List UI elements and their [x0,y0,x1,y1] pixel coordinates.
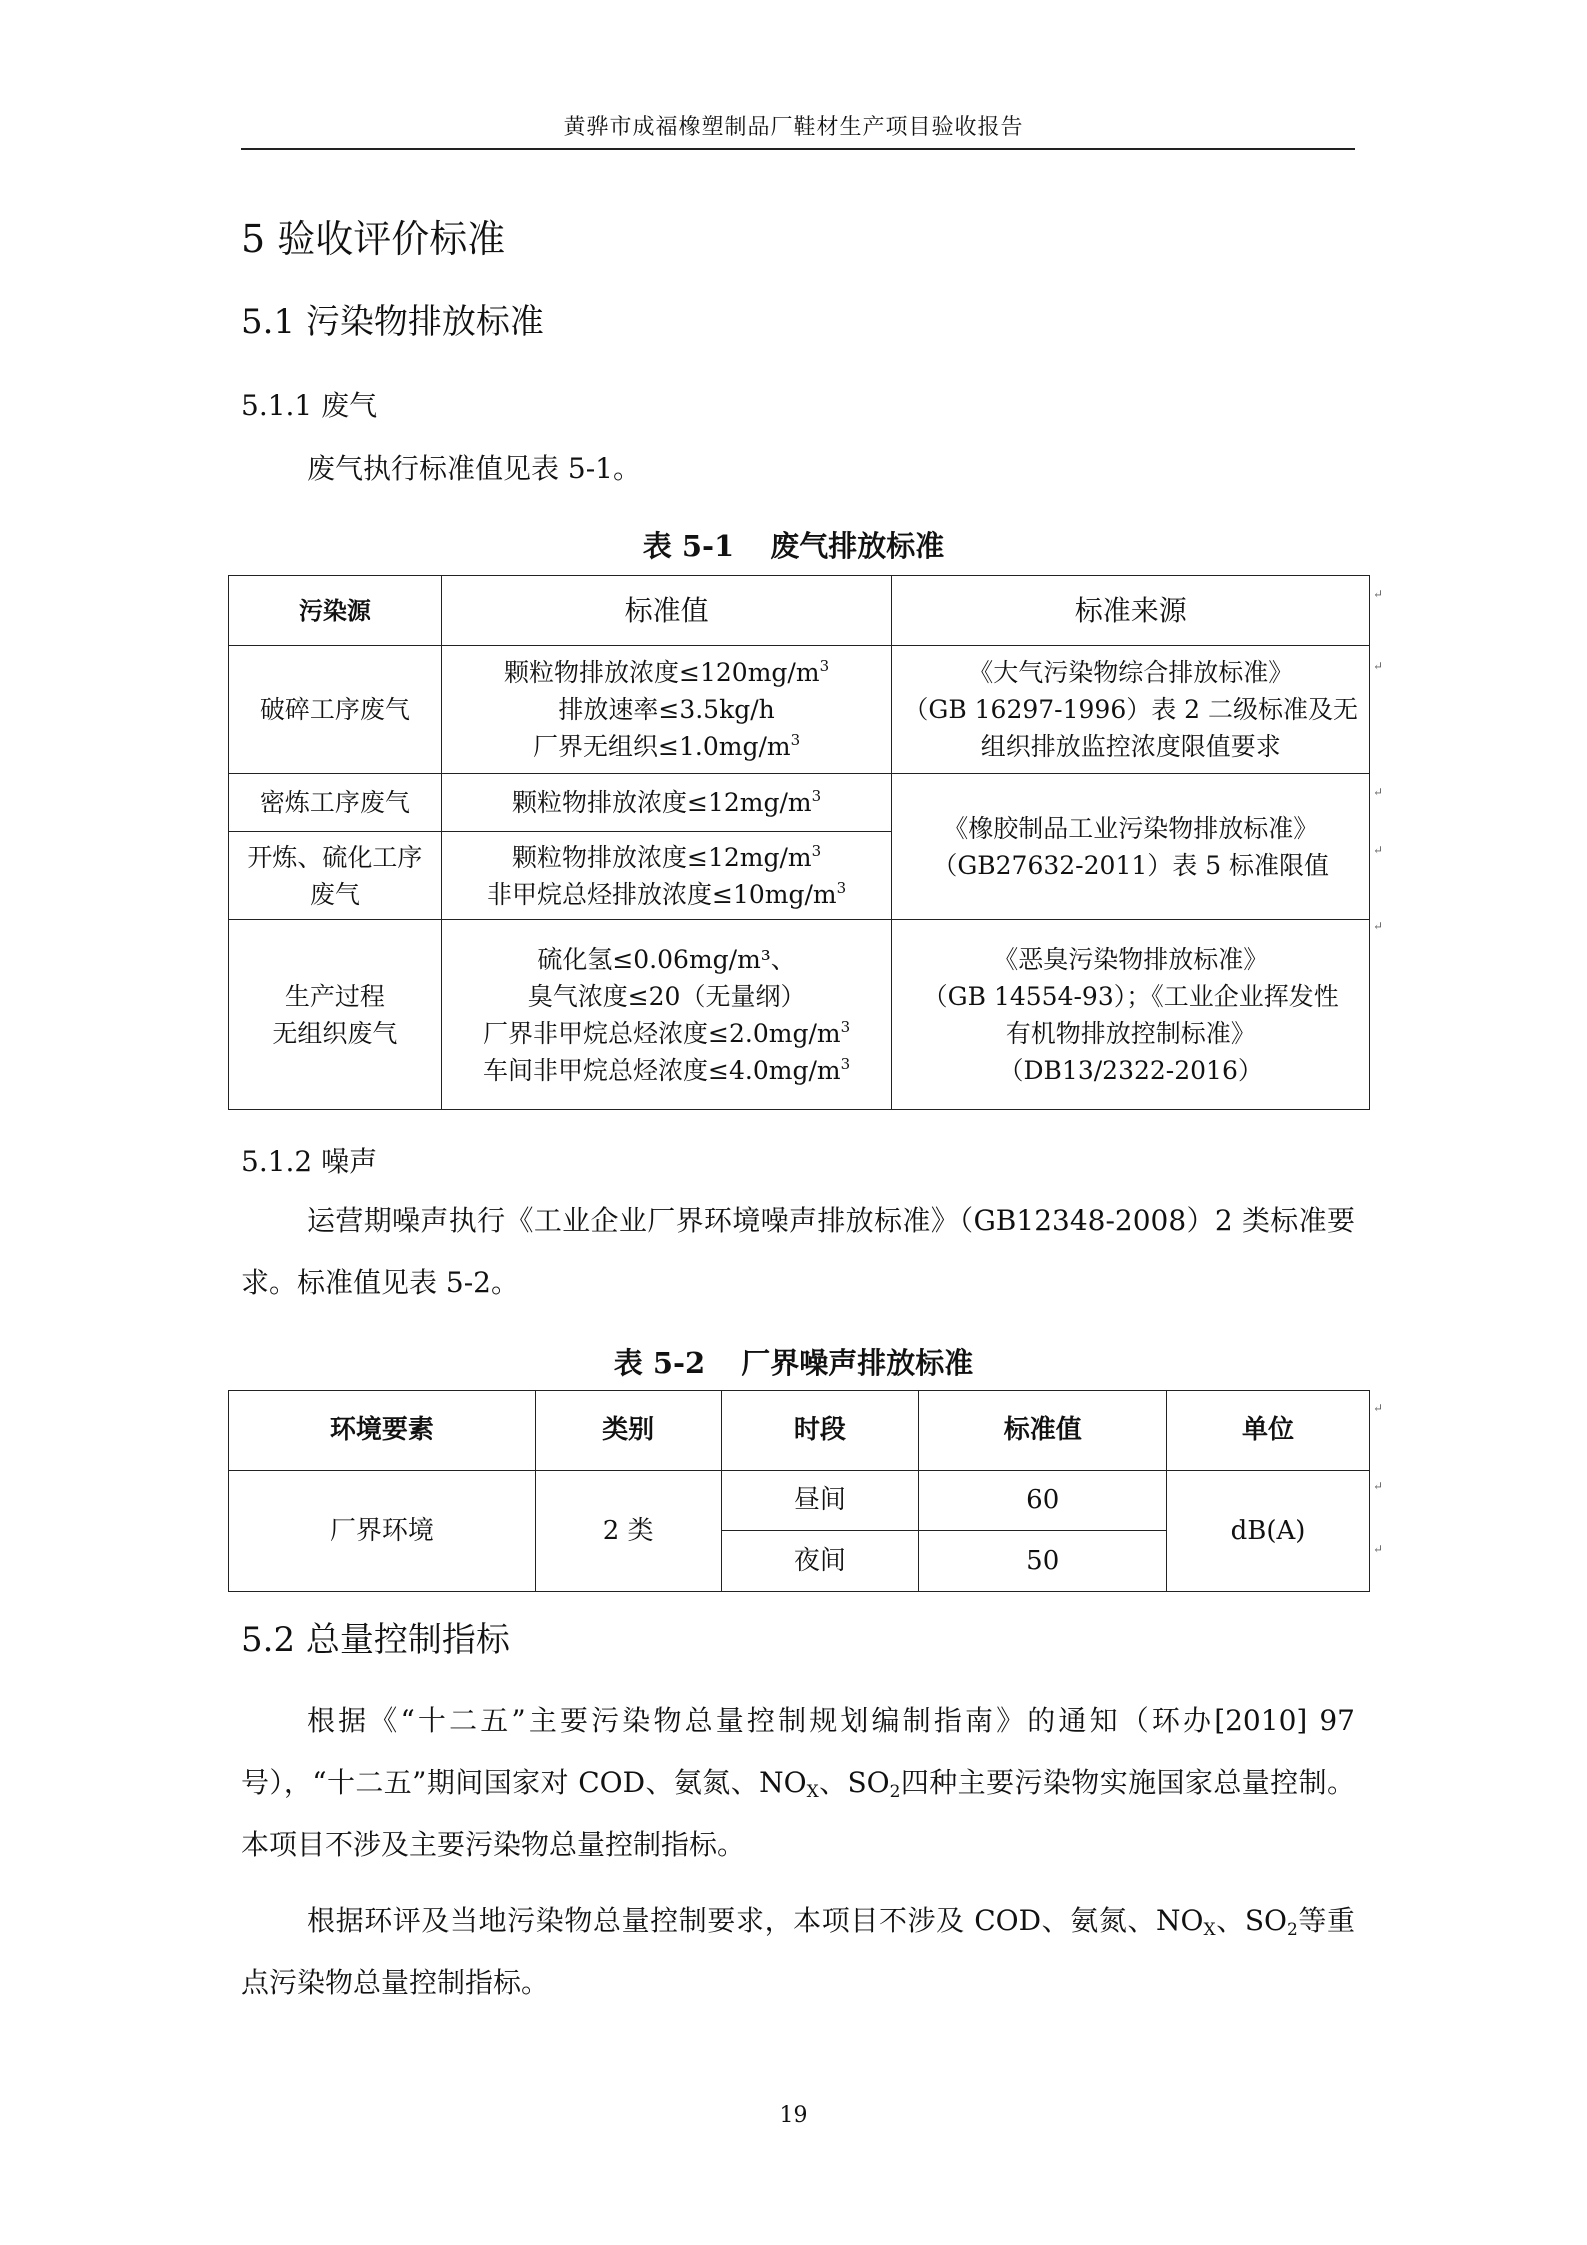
table-5-2-caption-title: 厂界噪声排放标准 [741,1346,974,1380]
standard-value-cell: 颗粒物排放浓度$\le 120mg/m^3$ 排放速率≤3.5kg/h 厂界无组织$\le 1.0mg/m^3$ [441,646,892,774]
standard-source-cell: 《大气污染物综合排放标准》 （GB 16297-1996）表 2 二级标准及无 组织排放监控浓度限值要求 [892,646,1370,774]
table-header-cell: 标准值 [441,576,892,646]
standard-value-cell: 50 [919,1531,1167,1592]
pollution-source-cell: 密炼工序废气 [229,774,442,832]
table-noise-standards [228,1390,1370,1592]
table-5-1-caption-title: 废气排放标准 [770,529,945,563]
row-end-mark: ↵ [1373,1479,1384,1493]
environment-element-cell: 厂界环境 [229,1471,536,1592]
table-row [229,646,1370,774]
row-end-mark: ↵ [1373,919,1384,933]
subsubsection-heading-5-1-2: 5.1.2 噪声 [241,1145,378,1178]
table-header-cell: 标准值 [919,1391,1167,1471]
table-header-cell: 单位 [1167,1391,1370,1471]
table-5-2-caption-number: 表 5-2 [613,1346,706,1380]
standard-value-cell: 60 [919,1471,1167,1531]
document-header: 黄骅市成福橡塑制品厂鞋材生产项目验收报告 [563,115,1024,140]
table-row [229,920,1370,1110]
pollution-source-cell: 破碎工序废气 [229,646,442,774]
table-header-cell: 环境要素 [229,1391,536,1471]
table-header-cell: 时段 [721,1391,919,1471]
unit-cell: dB(A) [1167,1471,1370,1592]
standard-value-cell: 颗粒物排放浓度$\le 12mg/m^3$ [441,774,892,832]
row-end-mark: ↵ [1373,1542,1384,1556]
pollution-source-cell: 开炼、硫化工序 废气 [229,832,442,920]
table-header-cell: 类别 [535,1391,721,1471]
row-end-mark: ↵ [1373,1401,1384,1415]
table-5-2-caption [0,1341,1587,1382]
subsection-heading-5-2: 5.2 总量控制指标 [241,1620,510,1660]
table-5-1-caption-number: 表 5-1 [642,529,735,563]
standard-source-cell: 《橡胶制品工业污染物排放标准》 （GB27632-2011）表 5 标准限值 [892,774,1370,920]
standard-value-cell: 硫化氢≤0.06mg/m³、 臭气浓度≤20（无量纲） 厂界非甲烷总烃浓度$\le 2.0mg/m^3$ 车间非甲烷总烃浓度$\le 4.0mg/m^3$ [441,920,892,1110]
period-cell: 夜间 [721,1531,919,1592]
page-number: 19 [779,2103,808,2128]
table-header-cell: 污染源 [229,576,442,646]
table-row [229,1471,1370,1531]
row-end-mark: ↵ [1373,659,1384,673]
category-cell: 2 类 [535,1471,721,1592]
table-5-1-caption [0,524,1587,565]
table-header-cell: 标准来源 [892,576,1370,646]
subsection-heading-5-1: 5.1 污染物排放标准 [241,302,544,342]
section-heading: 5 验收评价标准 [241,217,506,261]
row-end-mark: ↵ [1373,843,1384,857]
row-end-mark: ↵ [1373,587,1384,601]
table-header-row [229,1391,1370,1471]
paragraph-waste-gas-intro: 废气执行标准值见表 5-1。 [307,452,641,485]
standard-source-cell: 《恶臭污染物排放标准》 （GB 14554-93）；《工业企业挥发性 有机物排放控制标准》 （DB13/2322-2016） [892,920,1370,1110]
table-header-row [229,576,1370,646]
period-cell: 昼间 [721,1471,919,1531]
header-rule [241,148,1355,150]
table-row [229,774,1370,832]
paragraph-total-control-1: 根据《“十二五”主要污染物总量控制规划编制指南》的通知（环办[2010] 97 号），“十二五”期间国家对 COD、氨氮、$NO_X$、$SO_2$四种主要污染物实施国家总量控制。本项目不涉及主要污染物总量控制指标。 [241,1704,1355,1861]
table-waste-gas-standards [228,575,1370,1110]
row-end-mark: ↵ [1373,785,1384,799]
paragraph-total-control-2: 根据环评及当地污染物总量控制要求，本项目不涉及 COD、氨氮、$NO_X$、$SO_2$等重点污染物总量控制指标。 [241,1904,1355,1999]
subsubsection-heading-5-1-1: 5.1.1 废气 [241,389,378,422]
pollution-source-cell: 生产过程 无组织废气 [229,920,442,1110]
standard-value-cell: 颗粒物排放浓度$\le 12mg/m^3$ 非甲烷总烃排放浓度$\le 10mg/m^3$ [441,832,892,920]
paragraph-noise-standard: 运营期噪声执行《工业企业厂界环境噪声排放标准》（GB12348-2008）2 类标准要求。标准值见表 5-2。 [241,1204,1355,1299]
